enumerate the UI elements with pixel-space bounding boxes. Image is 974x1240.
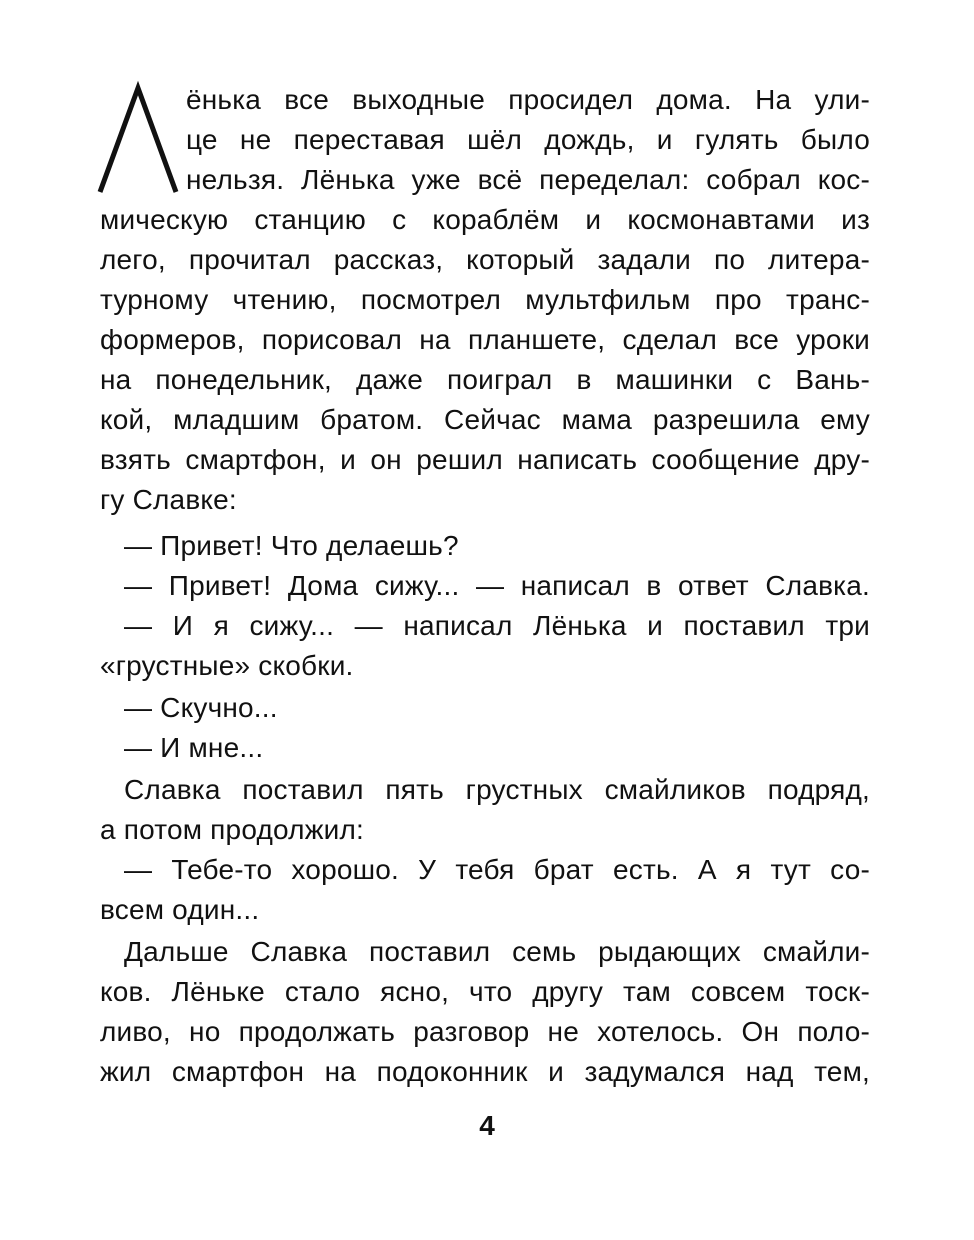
dialogue-line: — Тебе-то хорошо. У тебя брат есть. А я тут со- <box>124 854 870 885</box>
text-line: турному чтению, посмотрел мультфильм про транс- <box>100 284 870 315</box>
text-line: всем один... <box>100 894 260 925</box>
text-line: взять смартфон, и он решил написать сообщение дру- <box>100 444 870 475</box>
drop-cap-letter <box>96 80 180 200</box>
dialogue-line: — И я сижу... — написал Лёнька и поставил три <box>124 610 870 641</box>
page-number: 4 <box>479 1110 495 1141</box>
text-line: ков. Лёньке стало ясно, что другу там совсем тоск- <box>100 976 870 1007</box>
text-line: це не переставая шёл дождь, и гулять было <box>186 124 870 155</box>
text-line: «грустные» скобки. <box>100 650 354 681</box>
text-line: ёнька все выходные просидел дома. На ули- <box>186 84 870 115</box>
dialogue-line: — Скучно... <box>124 692 278 723</box>
text-line: кой, младшим братом. Сейчас мама разрешила ему <box>100 404 870 435</box>
dialogue-line: — Привет! Дома сижу... — написал в ответ Славка. <box>124 570 870 601</box>
text-line: Дальше Славка поставил семь рыдающих смайли- <box>124 936 870 967</box>
text-line: Славка поставил пять грустных смайликов подряд, <box>124 774 870 805</box>
dialogue-line: — Привет! Что делаешь? <box>124 530 459 561</box>
dialogue-line: — И мне... <box>124 732 264 763</box>
text-line: а потом продолжил: <box>100 814 364 845</box>
text-line: жил смартфон на подоконник и задумался над тем, <box>100 1056 870 1087</box>
text-line: формеров, порисовал на планшете, сделал все уроки <box>100 324 870 355</box>
text-line: ливо, но продолжать разговор не хотелось. Он поло- <box>100 1016 870 1047</box>
text-line: на понедельник, даже поиграл в машинки с Вань- <box>100 364 870 395</box>
text-line: гу Славке: <box>100 484 237 515</box>
text-line: нельзя. Лёнька уже всё переделал: собрал кос- <box>186 164 870 195</box>
text-line: лего, прочитал рассказ, который задали по литера- <box>100 244 870 275</box>
text-line: мическую станцию с кораблём и космонавтами из <box>100 204 870 235</box>
